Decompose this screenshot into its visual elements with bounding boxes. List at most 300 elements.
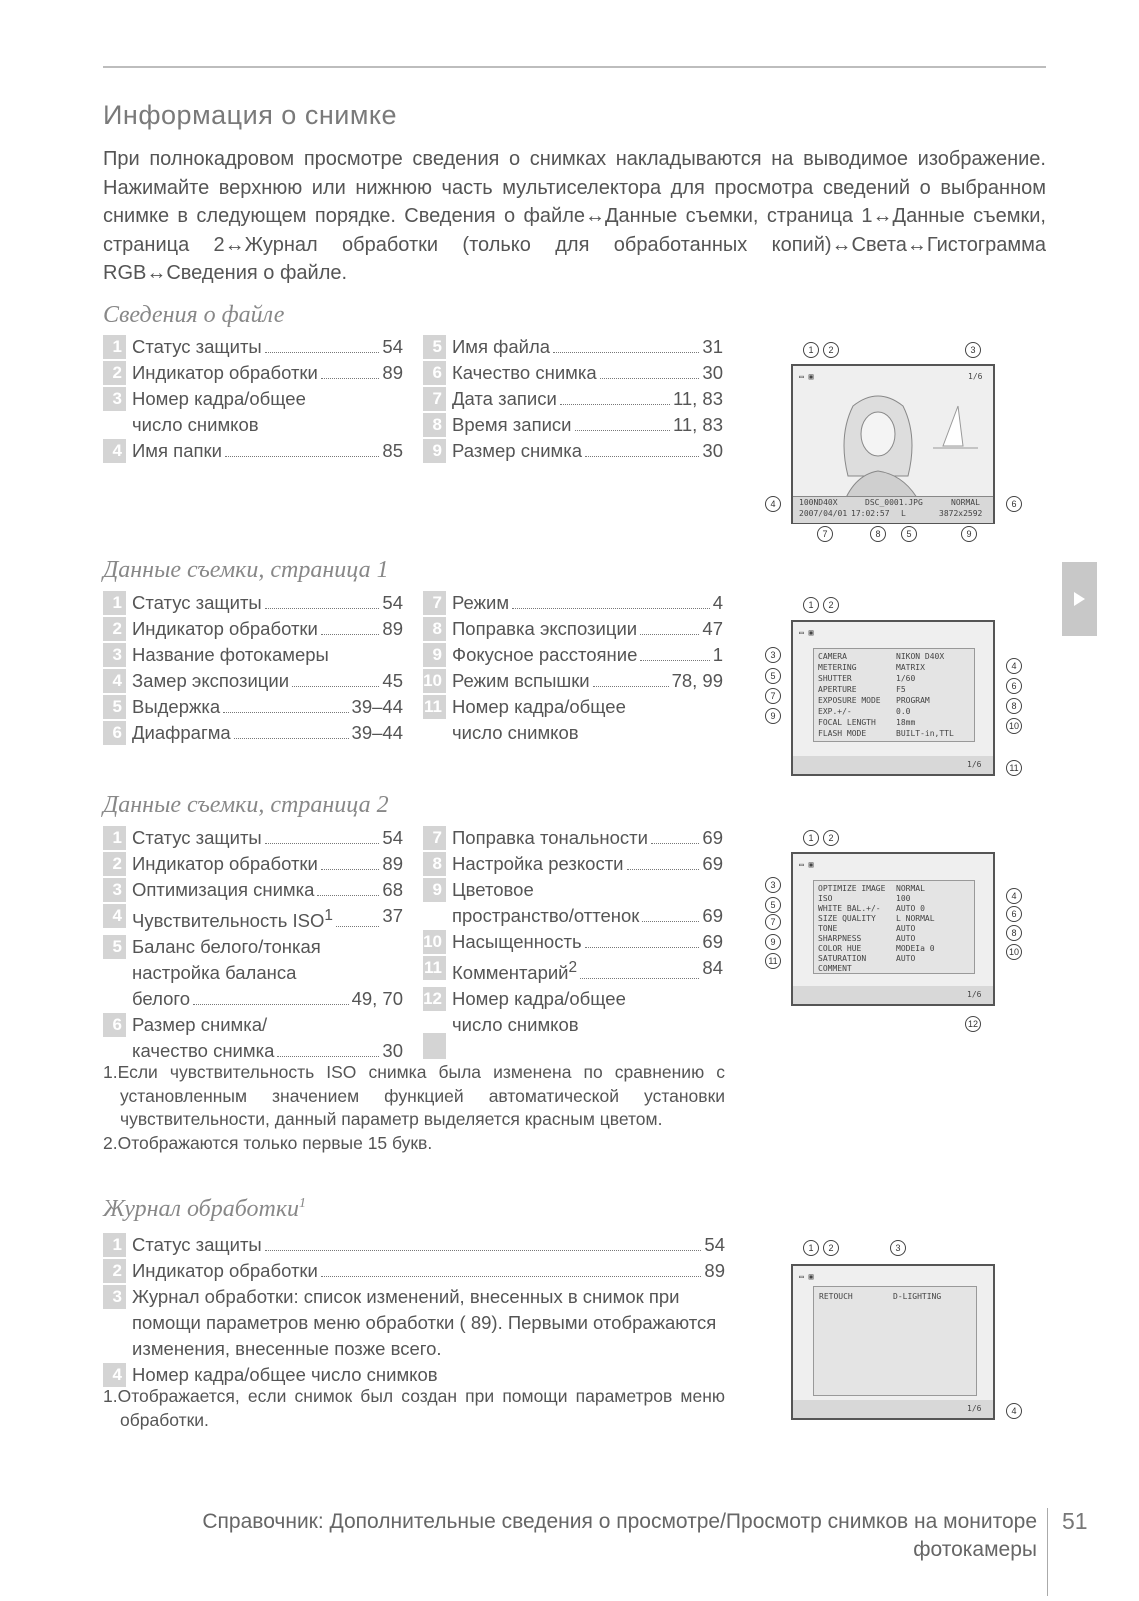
list-item — [103, 334, 403, 360]
item-body — [446, 386, 723, 412]
item-body — [126, 877, 403, 903]
callout-11: 11 — [1006, 760, 1022, 776]
leader-dots — [317, 877, 379, 896]
item-number: 11 — [423, 956, 446, 980]
item-row — [452, 825, 723, 851]
callout-4: 4 — [1006, 658, 1022, 674]
list-item — [103, 386, 403, 438]
item-number: 3 — [103, 643, 126, 667]
file-info-left-list — [103, 334, 403, 464]
protect-icon: ▭ ▣ — [799, 860, 814, 869]
callout-12: 12 — [965, 1016, 981, 1032]
leader-dots — [321, 1258, 702, 1277]
item-footnote-ref: 2 — [568, 959, 578, 976]
list-item — [103, 668, 403, 694]
leader-dots — [575, 412, 670, 431]
item-number: 5 — [103, 695, 126, 719]
top-rule — [103, 66, 1046, 68]
item-number: 9 — [423, 643, 446, 667]
item-row — [132, 1232, 725, 1258]
badge-column-filler — [423, 1033, 446, 1059]
item-number: 6 — [103, 721, 126, 745]
footnote-1: 1.Если чувствительность ISO снимка была изменена по сравнению с установленным значением функцией автоматической установки чувствительности, данный параметр выделяется красным цветом. — [103, 1062, 725, 1129]
list-item — [423, 694, 723, 746]
leader-dots — [277, 1038, 379, 1057]
screen-shooting-2 — [791, 852, 995, 1006]
item-number: 3 — [103, 1285, 126, 1309]
leader-dots — [651, 825, 699, 844]
leader-dots — [265, 334, 380, 353]
list-item — [423, 851, 723, 877]
callout-1: 1 — [803, 597, 819, 613]
callout-8: 8 — [1006, 925, 1022, 941]
item-row — [452, 955, 723, 986]
item-label: качество снимка — [132, 1040, 275, 1062]
section-heading-shooting-2: Данные съемки, страница 2 — [103, 792, 389, 818]
page-ref: 45 — [382, 670, 403, 691]
leader-dots — [321, 616, 380, 635]
item-number: 3 — [103, 878, 126, 902]
item-number: 1 — [103, 1233, 126, 1257]
item-body — [126, 616, 403, 642]
screen-row-label: APERTURE — [818, 685, 857, 694]
page-ref: 47 — [702, 618, 723, 639]
page-ref: 31 — [702, 336, 723, 357]
leader-dots — [225, 438, 379, 457]
callout-5: 5 — [765, 668, 781, 684]
leader-dots — [560, 386, 670, 405]
item-body — [126, 934, 403, 1012]
screen-row-label: FLASH MODE — [818, 729, 867, 738]
item-row — [132, 694, 403, 720]
retouch-label: RETOUCH — [819, 1292, 853, 1301]
item-number: 5 — [103, 935, 126, 959]
list-item — [423, 334, 723, 360]
item-number: 10 — [423, 930, 446, 954]
page-ref: 11, 83 — [672, 414, 723, 435]
page-ref: 89 — [382, 362, 403, 383]
item-body — [446, 929, 723, 955]
list-item — [103, 1232, 725, 1258]
callout-3: 3 — [765, 647, 781, 663]
item-row — [452, 360, 723, 386]
screen-row-value: BUILT-in,TTL — [896, 729, 954, 738]
protect-icon: ▭ ▣ — [799, 372, 814, 381]
item-number: 1 — [103, 591, 126, 615]
leader-dots — [640, 616, 699, 635]
record-time: 17:02:57 — [851, 509, 890, 518]
callout-1: 1 — [803, 342, 819, 358]
item-label: Статус защиты — [132, 1234, 262, 1255]
item-number: 4 — [103, 669, 126, 693]
screen-row-label: COLOR HUE — [818, 944, 862, 953]
page-ref: 4 — [712, 592, 723, 613]
item-number: 8 — [423, 617, 446, 641]
page-ref: 85 — [382, 440, 403, 461]
item-label: Статус защиты — [132, 592, 262, 613]
screen-row-value: 100 — [896, 894, 911, 903]
item-label: Баланс белого/тонкая — [132, 936, 321, 958]
item-label: Название фотокамеры — [132, 644, 329, 665]
list-item — [103, 851, 403, 877]
page-ref: 69 — [702, 853, 723, 874]
footnote-2: 2.Отображаются только первые 15 букв. — [103, 1132, 433, 1153]
list-item — [423, 386, 723, 412]
item-label: Насыщенность — [452, 931, 582, 952]
callout-4: 4 — [765, 496, 781, 512]
callout-7: 7 — [817, 526, 833, 542]
list-item — [423, 929, 723, 955]
item-label: Выдержка — [132, 696, 221, 717]
callout-10: 10 — [1006, 718, 1022, 734]
page-ref: 11, 83 — [672, 388, 723, 409]
item-number: 2 — [103, 617, 126, 641]
list-item — [423, 616, 723, 642]
item-number: 1 — [103, 335, 126, 359]
screen-file-info — [791, 364, 995, 524]
screen-row-value: AUTO 0 — [896, 904, 925, 913]
screen-row-label: OPTIMIZE IMAGE — [818, 884, 886, 893]
item-row — [132, 903, 403, 934]
item-body — [126, 334, 403, 360]
item-label: Замер экспозиции — [132, 670, 290, 691]
page-ref: 30 — [702, 362, 723, 383]
list-item — [103, 1012, 403, 1064]
item-label: Номер кадра/общее — [452, 696, 626, 717]
item-body — [446, 616, 723, 642]
item-body — [126, 720, 403, 746]
item-body — [446, 851, 723, 877]
item-label: Фокусное расстояние — [452, 644, 638, 665]
frame-counter: 1/6 — [968, 372, 983, 381]
callout-5: 5 — [901, 526, 917, 542]
screen-row-value: 18mm — [896, 718, 916, 727]
item-label: Диафрагма — [132, 722, 231, 743]
leader-dots — [627, 851, 700, 870]
item-number: 9 — [423, 878, 446, 902]
page-ref: 89 — [382, 618, 403, 639]
screen-row-label: SHARPNESS — [818, 934, 862, 943]
item-body — [446, 668, 723, 694]
item-label: Настройка резкости — [452, 853, 624, 874]
screen-row-label: SIZE QUALITY — [818, 914, 876, 923]
screen-row-value: AUTO — [896, 924, 916, 933]
item-label: Имя файла — [452, 336, 551, 357]
item-row — [132, 720, 403, 746]
screen-row-label: WHITE BAL.+/- — [818, 904, 881, 913]
screen-row-value: L NORMAL — [896, 914, 935, 923]
screen-row-value: NIKON D40X — [896, 652, 945, 661]
shooting1-right-list — [423, 590, 723, 746]
callout-8: 8 — [870, 526, 886, 542]
item-body — [126, 851, 403, 877]
callout-7: 7 — [765, 914, 781, 930]
item-label: белого — [132, 988, 190, 1010]
item-row — [132, 334, 403, 360]
item-row — [132, 1258, 725, 1284]
screen-row-label: CAMERA — [818, 652, 847, 661]
item-body — [126, 668, 403, 694]
shooting2-data-rows — [813, 880, 975, 974]
item-body — [126, 386, 403, 438]
page-ref: 69 — [702, 827, 723, 848]
page-number: 51 — [1062, 1508, 1088, 1534]
item-number: 7 — [423, 387, 446, 411]
list-item — [103, 360, 403, 386]
footnote-retouch-1: 1.Отображается, если снимок был создан при помощи параметров меню обработки. — [103, 1386, 725, 1430]
item-label: Индикатор обработки — [132, 362, 318, 383]
item-row — [452, 929, 723, 955]
callout-2: 2 — [823, 1240, 839, 1256]
frame-counter: 1/6 — [967, 990, 982, 999]
item-label: пространство/оттенок — [452, 905, 640, 926]
item-row — [132, 668, 403, 694]
section-heading-shooting-1: Данные съемки, страница 1 — [103, 557, 389, 583]
retouch-heading-text: Журнал обработки — [103, 1196, 300, 1222]
item-label: Режим — [452, 592, 510, 613]
shooting2-right-list — [423, 825, 723, 1038]
list-item — [423, 360, 723, 386]
item-label: Индикатор обработки — [132, 1260, 318, 1281]
item-number: 5 — [423, 335, 446, 359]
page-ref: 78, 99 — [671, 670, 723, 691]
item-label: настройка баланса — [132, 962, 297, 984]
leader-dots — [336, 903, 380, 927]
callout-6: 6 — [1006, 678, 1022, 694]
list-item — [423, 825, 723, 851]
item-row — [132, 986, 403, 1012]
page-ref: 1 — [712, 644, 723, 665]
item-number: 6 — [103, 1013, 126, 1037]
item-number: 2 — [103, 361, 126, 385]
item-label: Индикатор обработки — [132, 618, 318, 639]
item-number: 9 — [423, 439, 446, 463]
page-ref: 84 — [702, 957, 723, 978]
item-number: 4 — [103, 1363, 126, 1387]
retouch-notes — [103, 1385, 725, 1432]
leader-dots — [265, 825, 380, 844]
page-ref: 69 — [702, 905, 723, 926]
screen-row-label: EXPOSURE MODE — [818, 696, 881, 705]
item-label: Качество снимка — [452, 362, 597, 383]
item-body — [446, 334, 723, 360]
callout-2: 2 — [823, 830, 839, 846]
list-item — [103, 694, 403, 720]
page-ref: 39–44 — [351, 696, 403, 717]
page-ref: 54 — [382, 336, 403, 357]
list-item — [103, 1258, 725, 1284]
item-row — [452, 668, 723, 694]
item-row — [132, 438, 403, 464]
screen-row-value: MATRIX — [896, 663, 925, 672]
item-number: 2 — [103, 852, 126, 876]
list-item — [103, 720, 403, 746]
list-item — [103, 1284, 725, 1362]
item-body — [126, 438, 403, 464]
item-label: Поправка экспозиции — [452, 618, 638, 639]
leader-dots — [321, 851, 380, 870]
item-body — [126, 825, 403, 851]
item-label: Номер кадра/общее — [132, 388, 306, 409]
screen-row-value: PROGRAM — [896, 696, 930, 705]
item-label: Размер снимка/ — [132, 1014, 268, 1036]
item-label: Статус защиты — [132, 827, 262, 848]
page-ref: 68 — [382, 879, 403, 900]
callout-4: 4 — [1006, 888, 1022, 904]
item-number: 3 — [103, 387, 126, 411]
page-ref: 30 — [382, 1040, 403, 1062]
item-row — [132, 825, 403, 851]
screen-row-label: TONE — [818, 924, 838, 933]
protect-icon: ▭ ▣ — [799, 1272, 814, 1281]
page-ref: 39–44 — [351, 722, 403, 743]
callout-1: 1 — [803, 1240, 819, 1256]
list-item — [103, 438, 403, 464]
item-label: Номер кадра/общее — [452, 988, 626, 1010]
leader-dots — [265, 1232, 702, 1251]
callout-2: 2 — [823, 597, 839, 613]
item-label: Номер кадра/общее число снимков — [132, 1364, 438, 1385]
item-label: Индикатор обработки — [132, 853, 318, 874]
page-ref: 89 — [382, 853, 403, 874]
list-item — [103, 934, 403, 1012]
item-body — [446, 694, 723, 746]
retouch-heading-sup: 1 — [299, 1196, 307, 1211]
screen-shooting-1 — [791, 620, 995, 776]
screen-row-label: SATURATION — [818, 954, 867, 963]
leader-dots — [600, 360, 700, 379]
playback-tab-marker — [1062, 562, 1097, 636]
callout-4: 4 — [1006, 1403, 1022, 1419]
item-number: 1 — [103, 826, 126, 850]
page-ref: 49, 70 — [351, 988, 403, 1010]
item-label: Цветовое — [452, 879, 534, 900]
page-ref: 89 — [704, 1260, 725, 1281]
item-label: Оптимизация снимка — [132, 879, 315, 900]
callout-2: 2 — [823, 342, 839, 358]
list-item — [423, 438, 723, 464]
retouch-panel — [813, 1286, 977, 1396]
callout-10: 10 — [1006, 944, 1022, 960]
item-label: Чувствительность ISO$^1$ — [132, 907, 333, 932]
item-row — [132, 616, 403, 642]
screen-row-value: MODEIa 0 — [896, 944, 935, 953]
screen-row-value: F5 — [896, 685, 906, 694]
shooting1-data-rows — [813, 648, 975, 742]
item-label: Поправка тональности — [452, 827, 648, 848]
item-number: 2 — [103, 1259, 126, 1283]
item-label: Журнал обработки: список изменений, внесенных в снимок при помощи параметров меню обработки ( 89). Первыми отображаются изменения, внесенные позже всего. — [132, 1286, 717, 1359]
list-item — [423, 590, 723, 616]
page-ref: 54 — [382, 592, 403, 613]
item-body — [446, 825, 723, 851]
item-row — [132, 851, 403, 877]
retouch-list — [103, 1232, 725, 1388]
leader-dots — [234, 720, 349, 739]
list-item — [103, 590, 403, 616]
list-item — [103, 825, 403, 851]
leader-dots — [585, 438, 699, 457]
screen-row-label: EXP.+/- — [818, 707, 852, 716]
page-ref: 54 — [382, 827, 403, 848]
list-item — [103, 616, 403, 642]
screen-row-value: AUTO — [896, 934, 916, 943]
callout-1: 1 — [803, 830, 819, 846]
item-body — [446, 590, 723, 616]
item-number: 4 — [103, 904, 126, 928]
item-label: Статус защиты — [132, 336, 262, 357]
list-item — [103, 877, 403, 903]
screen-row-label: COMMENT — [818, 964, 852, 973]
frame-counter: 1/6 — [967, 760, 982, 769]
leader-dots — [593, 668, 669, 687]
screen-row-label: ISO — [818, 894, 833, 903]
callout-9: 9 — [765, 934, 781, 950]
callout-5: 5 — [765, 897, 781, 913]
page-footer: Справочник: Дополнительные сведения о просмотре/Просмотр снимков на мониторе фотокамеры — [202, 1510, 1037, 1561]
list-item — [103, 642, 403, 668]
item-label: Комментарий$^2$ — [452, 959, 578, 984]
item-body — [126, 1258, 725, 1284]
item-number: 10 — [423, 669, 446, 693]
shooting1-left-list — [103, 590, 403, 746]
item-body — [446, 438, 723, 464]
item-row — [132, 360, 403, 386]
list-item — [423, 955, 723, 986]
list-item — [423, 877, 723, 929]
shooting2-left-list — [103, 825, 403, 1064]
item-number: 6 — [423, 361, 446, 385]
callout-9: 9 — [765, 708, 781, 724]
item-label: число снимков — [452, 722, 579, 743]
item-body — [446, 955, 723, 986]
callout-3: 3 — [890, 1240, 906, 1256]
item-label: Размер снимка — [452, 440, 583, 461]
frame-counter: 1/6 — [967, 1404, 982, 1413]
item-number: 7 — [423, 591, 446, 615]
item-label: Имя папки — [132, 440, 222, 461]
leader-dots — [223, 694, 348, 713]
item-footnote-ref: 1 — [324, 907, 333, 924]
item-label: число снимков — [452, 1014, 579, 1036]
item-body — [446, 360, 723, 386]
item-row — [132, 877, 403, 903]
callout-7: 7 — [765, 688, 781, 704]
file-info-right-list — [423, 334, 723, 464]
item-label: Режим вспышки — [452, 670, 590, 691]
leader-dots — [585, 929, 700, 948]
item-body — [126, 360, 403, 386]
screen-row-label: FOCAL LENGTH — [818, 718, 876, 727]
page-title: Информация о снимке — [103, 100, 398, 130]
item-body — [126, 590, 403, 616]
page-ref: 69 — [702, 931, 723, 952]
item-body — [126, 1012, 403, 1064]
leader-dots — [512, 590, 710, 609]
callout-9: 9 — [961, 526, 977, 542]
item-number: 8 — [423, 413, 446, 437]
screen-row-label: METERING — [818, 663, 857, 672]
callout-3: 3 — [765, 877, 781, 893]
page-ref: 37 — [382, 905, 403, 926]
leader-dots — [642, 903, 699, 922]
leader-dots — [580, 955, 699, 979]
page-ref: 54 — [704, 1234, 725, 1255]
screen-row-value: AUTO — [896, 954, 916, 963]
section-heading-file-info: Сведения о файле — [103, 302, 285, 328]
leader-dots — [553, 334, 699, 353]
leader-dots — [265, 590, 380, 609]
